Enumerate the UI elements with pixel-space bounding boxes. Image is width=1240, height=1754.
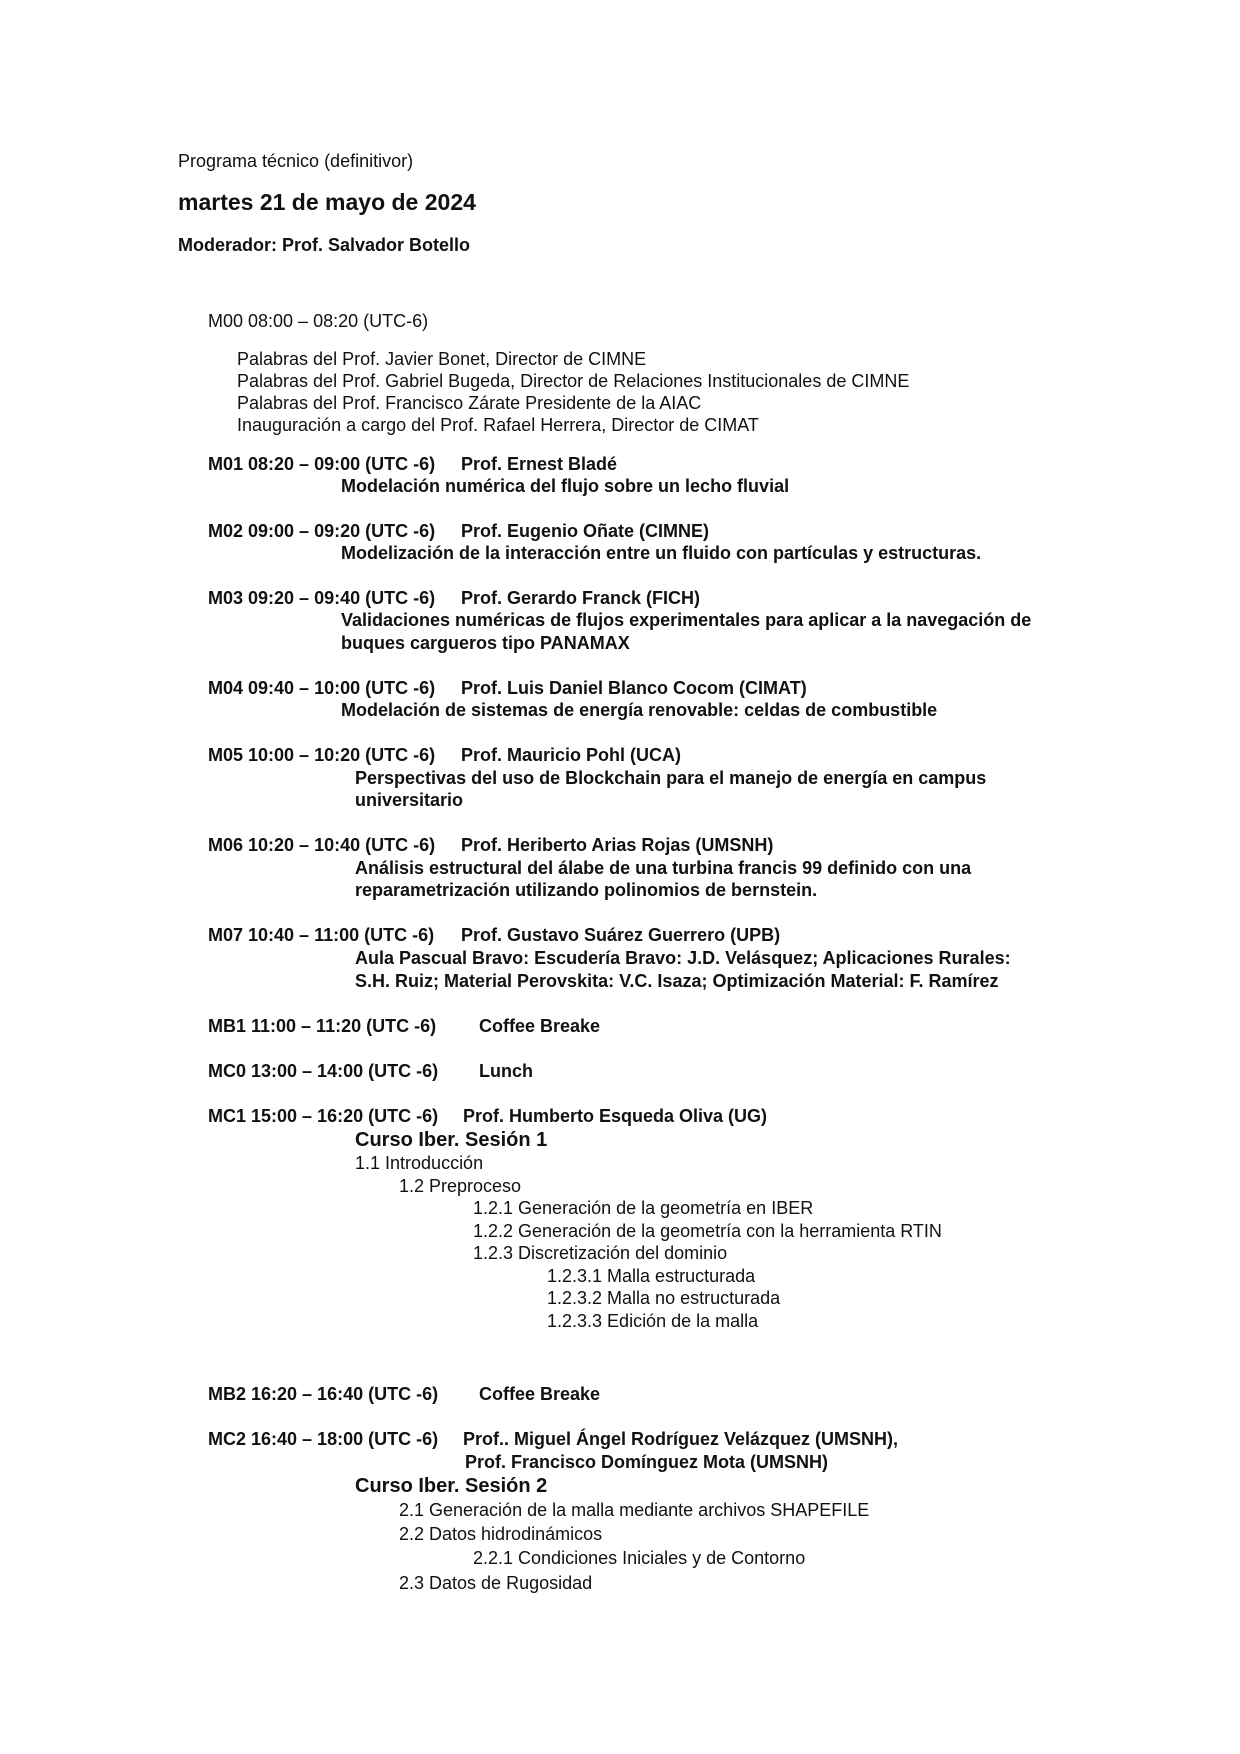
session-code: MC1 15:00 – 16:20 (UTC -6): [208, 1106, 439, 1126]
session-title: Modelación de sistemas de energía renovable: celdas de combustible: [341, 700, 938, 720]
course-item: 1.2 Preproceso: [399, 1176, 522, 1196]
session-title: S.H. Ruiz; Material Perovskita: V.C. Isaza; Optimización Material: F. Ramírez: [355, 971, 999, 991]
m00-line: Inauguración a cargo del Prof. Rafael Herrera, Director de CIMAT: [237, 415, 759, 435]
session-code: MC2 16:40 – 18:00 (UTC -6): [208, 1429, 439, 1449]
session-speaker: Prof. Eugenio Oñate (CIMNE): [461, 521, 710, 541]
course-title: Curso Iber. Sesión 2: [355, 1475, 548, 1497]
session-title: Perspectivas del uso de Blockchain para el manejo de energía en campus: [355, 768, 987, 788]
session-speaker: Coffee Breake: [479, 1016, 601, 1036]
session-speaker: Coffee Breake: [479, 1384, 601, 1404]
session-speaker: Prof. Heriberto Arias Rojas (UMSNH): [461, 835, 774, 855]
course-item: 2.1 Generación de la malla mediante archivos SHAPEFILE: [399, 1500, 870, 1520]
session-speaker: Prof. Gerardo Franck (FICH): [461, 588, 701, 608]
session-speaker: Lunch: [479, 1061, 533, 1081]
course-item: 1.1 Introducción: [355, 1153, 484, 1173]
session-title: universitario: [355, 790, 464, 810]
session-code: M01 08:20 – 09:00 (UTC -6): [208, 454, 436, 474]
m00-time: M00 08:00 – 08:20 (UTC-6): [208, 311, 429, 331]
course-item: 1.2.2 Generación de la geometría con la herramienta RTIN: [473, 1221, 942, 1241]
course-item: 1.2.3.2 Malla no estructurada: [547, 1288, 781, 1308]
course-item: 2.3 Datos de Rugosidad: [399, 1573, 593, 1593]
session-title: Modelización de la interacción entre un fluido con partículas y estructuras.: [341, 543, 982, 563]
course-item: 2.2.1 Condiciones Iniciales y de Contorno: [473, 1548, 806, 1568]
session-title: buques cargueros tipo PANAMAX: [341, 633, 630, 653]
session-title: Modelación numérica del flujo sobre un lecho fluvial: [341, 476, 790, 496]
session-code: M04 09:40 – 10:00 (UTC -6): [208, 678, 436, 698]
m00-line: Palabras del Prof. Gabriel Bugeda, Director de Relaciones Institucionales de CIMNE: [237, 371, 910, 391]
moderator-line: Moderador: Prof. Salvador Botello: [178, 235, 471, 255]
session-code: M05 10:00 – 10:20 (UTC -6): [208, 745, 436, 765]
course-item: 1.2.1 Generación de la geometría en IBER: [473, 1198, 814, 1218]
session-speaker: Prof.. Miguel Ángel Rodríguez Velázquez (UMSNH),: [463, 1429, 899, 1449]
m00-line: Palabras del Prof. Javier Bonet, Director de CIMNE: [237, 349, 647, 369]
course-title: Curso Iber. Sesión 1: [355, 1129, 548, 1151]
document-label: Programa técnico (definitivor): [178, 151, 414, 171]
session-code: M02 09:00 – 09:20 (UTC -6): [208, 521, 436, 541]
date-heading: martes 21 de mayo de 2024: [178, 189, 476, 215]
course-item: 1.2.3.1 Malla estructurada: [547, 1266, 756, 1286]
course-item: 2.2 Datos hidrodinámicos: [399, 1524, 603, 1544]
course-item: 1.2.3 Discretización del dominio: [473, 1243, 728, 1263]
session-speaker: Prof. Mauricio Pohl (UCA): [461, 745, 681, 765]
session-speaker: Prof. Gustavo Suárez Guerrero (UPB): [461, 925, 781, 945]
session-speaker: Prof. Ernest Bladé: [461, 454, 618, 474]
session-speaker: Prof. Humberto Esqueda Oliva (UG): [463, 1106, 768, 1126]
session-code: M06 10:20 – 10:40 (UTC -6): [208, 835, 436, 855]
m00-line: Palabras del Prof. Francisco Zárate Presidente de la AIAC: [237, 393, 702, 413]
session-code: MB2 16:20 – 16:40 (UTC -6): [208, 1384, 439, 1404]
session-code: MB1 11:00 – 11:20 (UTC -6): [208, 1016, 437, 1036]
session-title: reparametrización utilizando polinomios de bernstein.: [355, 880, 818, 900]
session-title: Aula Pascual Bravo: Escudería Bravo: J.D. Velásquez; Aplicaciones Rurales:: [355, 948, 1011, 968]
session-speaker-2: Prof. Francisco Domínguez Mota (UMSNH): [465, 1452, 829, 1472]
session-title: Análisis estructural del álabe de una turbina francis 99 definido con una: [355, 858, 972, 878]
session-speaker: Prof. Luis Daniel Blanco Cocom (CIMAT): [461, 678, 807, 698]
session-code: MC0 13:00 – 14:00 (UTC -6): [208, 1061, 439, 1081]
session-code: M07 10:40 – 11:00 (UTC -6): [208, 925, 435, 945]
course-item: 1.2.3.3 Edición de la malla: [547, 1311, 759, 1331]
session-title: Validaciones numéricas de flujos experimentales para aplicar a la navegación de: [341, 610, 1032, 630]
session-code: M03 09:20 – 09:40 (UTC -6): [208, 588, 436, 608]
